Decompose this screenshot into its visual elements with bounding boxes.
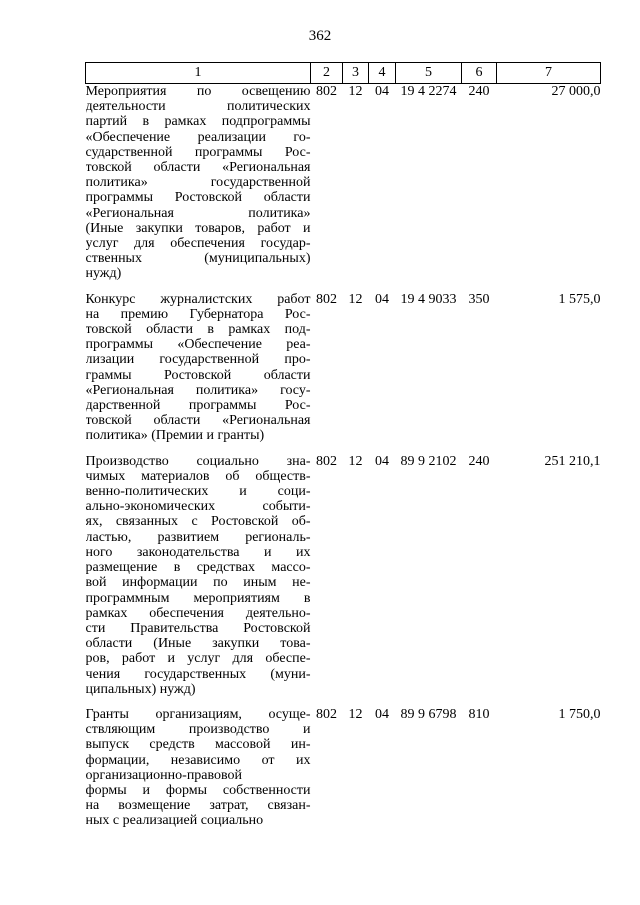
description-line: на возмещение затрат, связан- (85, 798, 311, 814)
description-line: сти Правительства Ростовской (85, 620, 311, 636)
table-row (86, 707, 601, 839)
description-line: ных с реализацией социально (85, 813, 264, 829)
header-row (86, 63, 601, 84)
description-line: сударственной программы Рос- (85, 144, 311, 160)
description-line: ластью, развитием региональ- (85, 529, 311, 545)
expense-type-code: 240 (468, 453, 490, 469)
column-header: 7 (497, 63, 601, 84)
section-code: 12 (348, 291, 363, 307)
table-row (86, 84, 601, 292)
description-line: вой информации по иным не- (85, 575, 311, 591)
amount-value: 251 210,1 (544, 453, 601, 469)
column-header: 1 (86, 63, 311, 84)
description-line: ципальных) нужд) (85, 681, 196, 697)
description-line: области (Иные закупки това- (85, 636, 311, 652)
description-line: ях, связанных с Ростовской об- (85, 514, 311, 530)
description-line: размещение в средствах массо- (85, 560, 311, 576)
column-header: 2 (311, 63, 343, 84)
description-line: товской области «Региональная (85, 413, 311, 429)
ministry-code: 802 (316, 453, 337, 469)
target-article-code: 89 9 2102 (400, 453, 457, 469)
description-line: дарственной программы Рос- (85, 398, 311, 414)
column-header: 5 (396, 63, 462, 84)
description-line: Мероприятия по освещению (85, 84, 311, 99)
description-line: политика» (Премии и гранты) (85, 428, 265, 444)
expense-type-code: 350 (468, 291, 490, 307)
description-line: программным мероприятиям в (85, 590, 311, 606)
description-line: венно-политических и соци- (85, 484, 311, 500)
description-line: формации, независимо от их (85, 752, 311, 768)
expense-type-code: 240 (468, 84, 490, 99)
description-line: нужд) (85, 266, 122, 282)
description-line: чимых материалов об обществ- (85, 468, 311, 484)
description-line: (Иные закупки товаров, работ и (85, 220, 311, 236)
section-code: 12 (348, 453, 363, 469)
subsection-code: 04 (375, 706, 389, 722)
page-number: 362 (308, 28, 332, 44)
amount-value: 1 575,0 (558, 291, 601, 307)
description-line: ров, работ и услуг для обеспе- (85, 651, 311, 667)
description-line: «Региональная политика» госу- (85, 382, 311, 398)
column-header: 6 (462, 63, 497, 84)
description-line: выпуск средств массовой ин- (85, 737, 311, 753)
description-line: граммы Ростовской области (85, 367, 311, 383)
description-line: лизации государственной про- (85, 352, 311, 368)
table-row (86, 454, 601, 707)
target-article-code: 89 9 6798 (400, 706, 457, 722)
description-line: ально-экономических событи- (85, 499, 311, 515)
amount-value: 1 750,0 (558, 706, 601, 722)
description-line: Конкурс журналистских работ (85, 291, 311, 307)
description-line: ствляющим производство и (85, 722, 311, 738)
description-line: ственных (муниципальных) (85, 251, 311, 267)
budget-table (85, 62, 601, 839)
description-line: товской области в рамках под- (85, 322, 311, 338)
row-description (86, 292, 311, 454)
section-code: 12 (348, 84, 363, 99)
section-code: 12 (348, 706, 363, 722)
table-row (86, 292, 601, 454)
expense-type-code: 810 (468, 706, 490, 722)
description-line: «Региональная политика» (85, 205, 311, 221)
description-line: услуг для обеспечения государ- (85, 236, 311, 252)
row-description (86, 84, 311, 292)
column-header: 4 (369, 63, 396, 84)
subsection-code: 04 (375, 453, 389, 469)
target-article-code: 19 4 2274 (400, 84, 457, 99)
subsection-code: 04 (375, 84, 389, 99)
ministry-code: 802 (316, 291, 337, 307)
description-line: товской области «Региональная (85, 160, 311, 176)
amount-value: 27 000,0 (551, 84, 601, 99)
ministry-code: 802 (316, 706, 337, 722)
description-line: партий в рамках подпрограммы (85, 114, 311, 130)
description-line: чения государственных (муни- (85, 666, 311, 682)
description-line: Производство социально зна- (85, 453, 311, 469)
description-line: деятельности политических (85, 99, 311, 115)
description-line: «Обеспечение реализации го- (85, 129, 311, 145)
description-line: формы и формы собственности (85, 782, 311, 798)
description-line: рамках обеспечения деятельно- (85, 605, 311, 621)
description-line: организационно-правовой (85, 767, 243, 783)
column-header: 3 (343, 63, 369, 84)
description-line: политика» государственной (85, 175, 311, 191)
description-line: программы Ростовской области (85, 190, 311, 206)
description-line: ного законодательства и их (85, 544, 311, 560)
row-description (86, 454, 311, 707)
description-line: программы «Обеспечение реа- (85, 337, 311, 353)
target-article-code: 19 4 9033 (400, 291, 457, 307)
description-line: Гранты организациям, осуще- (85, 706, 311, 722)
ministry-code: 802 (316, 84, 337, 99)
subsection-code: 04 (375, 291, 389, 307)
row-description (86, 707, 311, 839)
description-line: на премию Губернатора Рос- (85, 306, 311, 322)
